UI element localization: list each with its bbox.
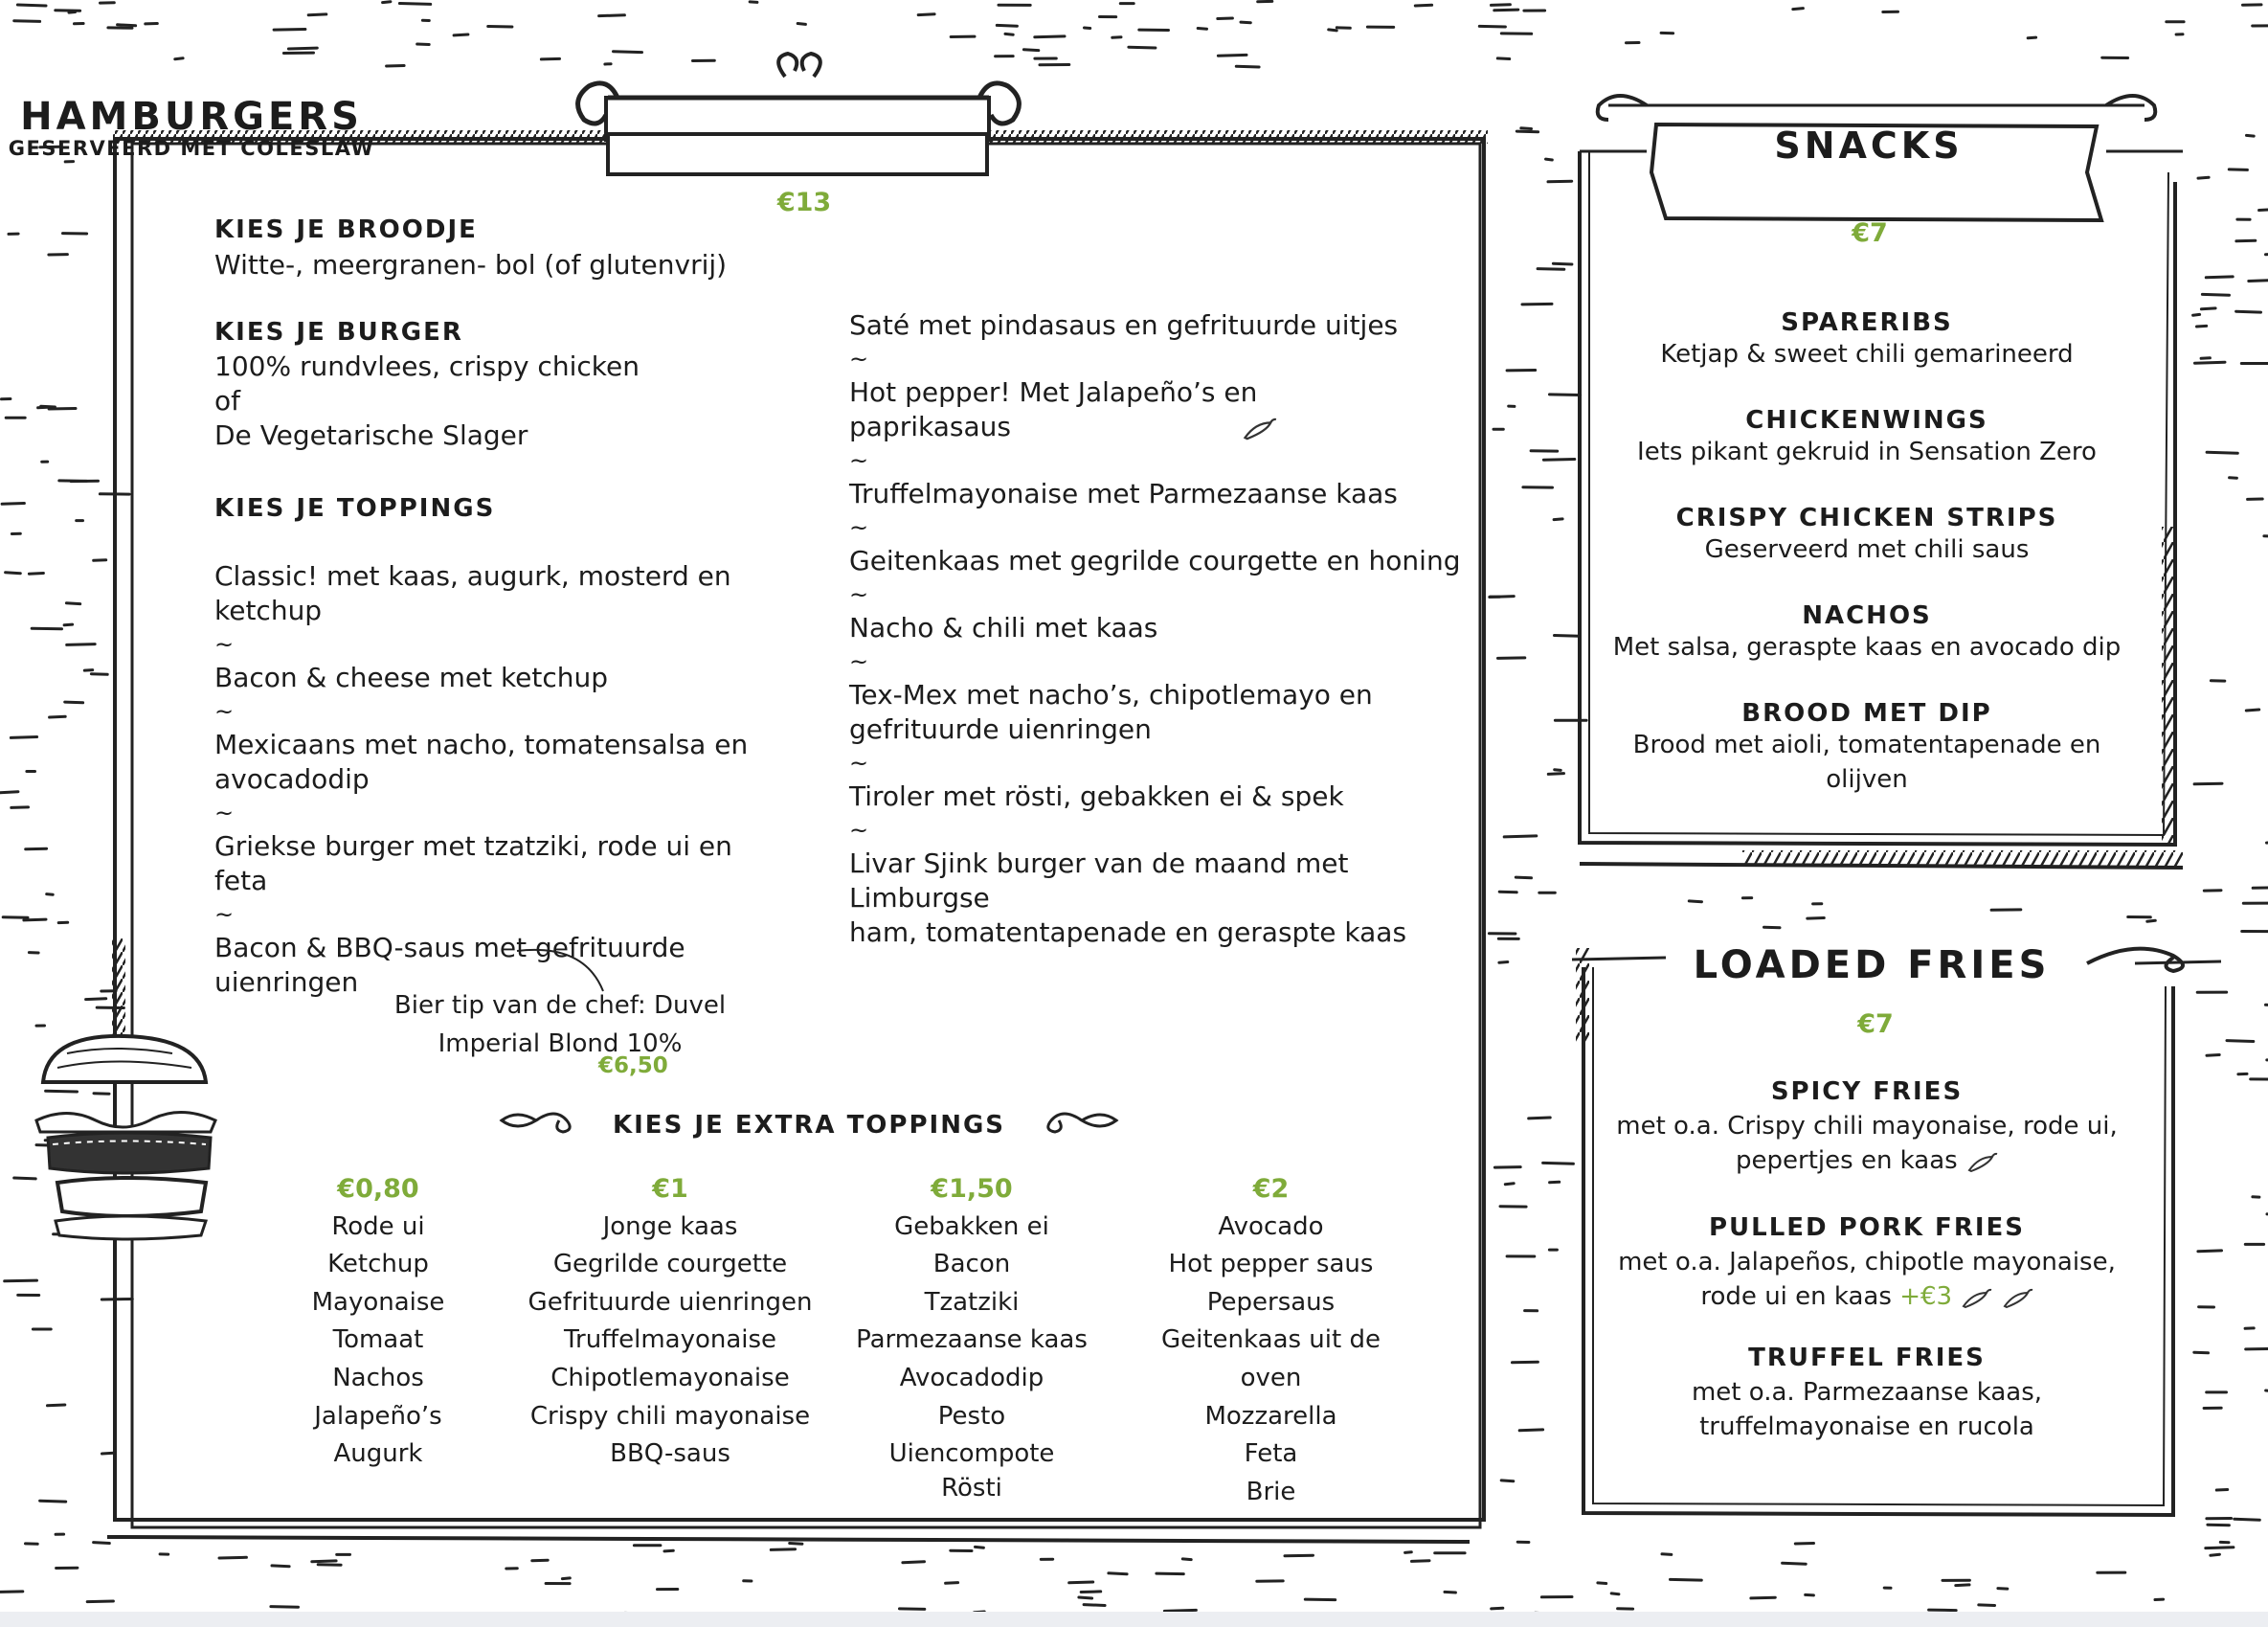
extra-item: Rösti xyxy=(941,1473,1002,1503)
snack-item xyxy=(1589,504,2144,601)
sketch-stroke xyxy=(1689,901,1701,902)
extra-item: Mozzarella xyxy=(1204,1401,1337,1431)
topping-item xyxy=(214,829,789,898)
topping-item xyxy=(214,728,789,797)
fries-name: TRUFFEL FRIES xyxy=(1748,1344,1986,1372)
topping-line: Livar Sjink burger van de maand met Limburgse xyxy=(849,847,1349,914)
tilde-separator: ~ xyxy=(214,631,235,658)
sketch-stroke xyxy=(271,1607,299,1608)
chili-pepper-icon xyxy=(1960,1287,1992,1308)
sketch-stroke xyxy=(900,1609,925,1610)
tilde-separator: ~ xyxy=(849,514,869,541)
right-ornament-icon xyxy=(1034,1103,1120,1141)
sketch-stroke xyxy=(1445,1592,1455,1593)
sketch-stroke xyxy=(2246,710,2258,711)
sketch-stroke xyxy=(2147,920,2156,921)
sketch-stroke xyxy=(1081,1592,1101,1593)
extra-item: Ketchup xyxy=(327,1250,429,1279)
burger-choices xyxy=(214,350,640,453)
topping-item xyxy=(849,847,1481,950)
snack-name: NACHOS xyxy=(1802,601,1932,630)
sketch-stroke xyxy=(1671,1579,1702,1580)
topping-item xyxy=(214,661,789,695)
fries-item xyxy=(1589,1341,2144,1444)
beer-tip-line: Bier tip van de chef: Duvel xyxy=(393,991,727,1020)
right-toppings-list xyxy=(849,308,1481,950)
hamburgers-price: €13 xyxy=(776,188,832,217)
topping-item xyxy=(849,678,1481,747)
topping-line: Bacon & BBQ-saus met gefrituurde xyxy=(214,932,685,963)
sketch-stroke xyxy=(946,1583,958,1584)
fries-desc-line: met o.a. Parmezaanse kaas, xyxy=(1691,1378,2043,1407)
extra-item: Brie xyxy=(1246,1477,1296,1506)
topping-line: gefrituurde uienringen xyxy=(849,713,1152,745)
tilde-separator: ~ xyxy=(849,648,869,675)
topping-line: ham, tomatentapenade en geraspte kaas xyxy=(849,916,1407,948)
topping-line: Saté met pindasaus en gefrituurde uitjes xyxy=(849,309,1399,341)
snack-desc: Geserveerd met chili saus xyxy=(1704,535,2030,564)
chili-pepper-icon xyxy=(2001,1287,2033,1308)
topping-item xyxy=(849,544,1481,578)
snack-name: SPARERIBS xyxy=(1781,308,1953,337)
tilde-separator: ~ xyxy=(214,901,235,928)
snacks-list xyxy=(1589,308,2144,797)
topping-line: ketchup xyxy=(214,595,323,626)
sketch-stroke xyxy=(0,1592,22,1593)
extra-item: Tzatziki xyxy=(924,1287,1020,1317)
extra-item: Parmezaanse kaas xyxy=(856,1325,1088,1355)
sketch-stroke xyxy=(1079,1597,1092,1598)
sketch-stroke xyxy=(2247,135,2255,136)
extra-item: BBQ-saus xyxy=(610,1439,730,1469)
snack-item xyxy=(1589,601,2144,699)
sketch-stroke xyxy=(1806,1594,1814,1595)
extra-item: Chipotlemayonaise xyxy=(550,1363,790,1392)
extra-item: Avocado xyxy=(1218,1211,1324,1241)
burger-heading: KIES JE BURGER xyxy=(214,318,463,347)
burger-choice: 100% rundvlees, crispy chicken xyxy=(214,350,640,382)
burger-choice: De Vegetarische Slager xyxy=(214,419,528,451)
snack-desc: Met salsa, geraspte kaas en avocado dip xyxy=(1612,633,2122,662)
fries-desc-line: pepertjes en kaas xyxy=(1589,1143,2144,1178)
extra-item: Augurk xyxy=(333,1439,423,1469)
topping-line: uienringen xyxy=(214,966,359,998)
extra-price-tag: +€3 xyxy=(1899,1282,1953,1311)
sketch-stroke xyxy=(1305,1599,1335,1600)
fries-item xyxy=(1589,1074,2144,1210)
extra-item: Rode ui xyxy=(331,1211,425,1241)
sketch-stroke xyxy=(1492,1608,1503,1609)
loaded-fries-title: LOADED FRIES xyxy=(1693,943,2051,987)
extra-item: Gebakken ei xyxy=(894,1211,1049,1241)
sketch-stroke xyxy=(1929,1610,1957,1611)
fries-name: PULLED PORK FRIES xyxy=(1708,1213,2026,1242)
topping-line: paprikasaus xyxy=(849,410,1481,444)
snack-name: CHICKENWINGS xyxy=(1745,406,1988,435)
topping-line: Truffelmayonaise met Parmezaanse kaas xyxy=(849,478,1398,509)
snack-item xyxy=(1589,308,2144,406)
sketch-stroke xyxy=(2259,210,2268,211)
extra-item: Uiencompote xyxy=(888,1439,1055,1469)
topping-item xyxy=(849,611,1481,645)
extra-col-3 xyxy=(1130,1170,1412,1511)
extra-toppings-heading: KIES JE EXTRA TOPPINGS xyxy=(612,1111,1006,1140)
extra-price: €1 xyxy=(652,1174,688,1204)
sketch-stroke xyxy=(1069,1582,1093,1583)
extra-col-2 xyxy=(842,1170,1101,1503)
snacks-title: SNACKS xyxy=(1774,124,1964,167)
beer-tip xyxy=(383,986,737,1063)
hamburgers-banner xyxy=(550,48,1048,182)
sketch-stroke xyxy=(1998,1589,2008,1590)
fries-desc-line: truffelmayonaise en rucola xyxy=(1699,1412,2034,1441)
topping-line: Tiroler met rösti, gebakken ei & spek xyxy=(849,780,1344,812)
snack-item xyxy=(1589,699,2144,797)
toppings-heading: KIES JE TOPPINGS xyxy=(214,494,496,523)
topping-line: Classic! met kaas, augurk, mosterd en xyxy=(214,560,731,592)
tilde-separator: ~ xyxy=(849,817,869,844)
extra-item: Hot pepper saus xyxy=(1168,1250,1374,1279)
fries-item xyxy=(1589,1210,2144,1341)
topping-item xyxy=(849,780,1481,814)
left-ornament-icon xyxy=(498,1103,584,1141)
burger-choice: of xyxy=(214,385,240,417)
extra-item: Jalapeño’s xyxy=(314,1401,442,1431)
topping-line: Tex-Mex met nacho’s, chipotlemayo en xyxy=(849,679,1373,711)
chili-pepper-icon xyxy=(1965,1151,1998,1172)
topping-item xyxy=(214,559,789,628)
sketch-stroke xyxy=(2211,1554,2220,1555)
topping-item xyxy=(849,375,1481,444)
topping-line: Griekse burger met tzatziki, rode ui en feta xyxy=(214,830,732,896)
topping-item xyxy=(849,308,1481,343)
snack-name: CRISPY CHICKEN STRIPS xyxy=(1675,504,2058,532)
snacks-price: €7 xyxy=(1852,218,1888,248)
beer-price: €6,50 xyxy=(598,1053,668,1078)
sketch-stroke xyxy=(1529,1118,1551,1119)
fries-name: SPICY FRIES xyxy=(1770,1077,1964,1106)
fries-desc-line: met o.a. Jalapeños, chipotle mayonaise, xyxy=(1618,1248,2116,1277)
tilde-separator: ~ xyxy=(849,750,869,777)
extra-price: €2 xyxy=(1252,1174,1290,1204)
extra-col-1 xyxy=(522,1170,819,1474)
sketch-stroke xyxy=(1598,1583,1606,1584)
extra-item: Jonge kaas xyxy=(602,1211,738,1241)
burger-illustration xyxy=(29,1025,230,1254)
snack-desc: Ketjap & sweet chili gemarineerd xyxy=(1660,340,2074,369)
topping-line: Nacho & chili met kaas xyxy=(849,612,1158,644)
sketch-stroke xyxy=(2028,37,2035,38)
extra-item: Gegrilde courgette xyxy=(552,1250,788,1279)
extra-price: €0,80 xyxy=(337,1174,419,1204)
sketch-stroke xyxy=(1550,1182,1560,1183)
sketch-stroke xyxy=(87,1601,113,1602)
extra-item: Gefrituurde uienringen xyxy=(528,1287,813,1317)
sketch-stroke xyxy=(1793,9,1804,10)
sketch-stroke xyxy=(1751,1597,1775,1598)
extra-price: €1,50 xyxy=(931,1174,1013,1204)
left-toppings-list xyxy=(214,559,789,1000)
snack-desc: Iets pikant gekruid in Sensation Zero xyxy=(1637,438,2097,466)
sketch-stroke xyxy=(1979,1605,1995,1606)
extra-item: Crispy chili mayonaise xyxy=(529,1401,811,1431)
tilde-separator: ~ xyxy=(214,800,235,826)
sketch-stroke xyxy=(2249,281,2268,282)
sketch-stroke xyxy=(1783,1563,1807,1564)
hamburgers-subtitle: GESERVEERD MET COLESLAW xyxy=(8,137,375,160)
snack-name: BROOD MET DIP xyxy=(1741,699,1992,728)
sketch-stroke xyxy=(1084,1605,1105,1606)
topping-line: avocadodip xyxy=(214,763,370,795)
sketch-stroke xyxy=(1956,1585,1969,1586)
bottom-strip xyxy=(0,1612,2268,1627)
extra-col-0 xyxy=(278,1170,479,1474)
topping-line: Bacon & cheese met ketchup xyxy=(214,662,609,693)
extra-item: Mayonaise xyxy=(311,1287,445,1317)
fries-desc-line: rode ui en kaas +€3 xyxy=(1589,1279,2144,1314)
tilde-separator: ~ xyxy=(214,698,235,725)
topping-item xyxy=(849,477,1481,511)
sketch-stroke xyxy=(2253,888,2268,889)
extra-item: Truffelmayonaise xyxy=(563,1325,777,1355)
loaded-fries-price: €7 xyxy=(1857,1009,1894,1039)
snack-desc: Brood met aioli, tomatentapenade en olijven xyxy=(1632,731,2101,794)
topping-line: Geitenkaas met gegrilde courgette en honing xyxy=(849,545,1461,576)
hamburgers-title: HAMBURGERS xyxy=(20,95,363,139)
tilde-separator: ~ xyxy=(849,346,869,373)
tilde-separator: ~ xyxy=(849,581,869,608)
extra-item: Geitenkaas uit de oven xyxy=(1161,1325,1381,1392)
extra-item: Tomaat xyxy=(332,1325,424,1355)
beer-tip-line: Imperial Blond 10% xyxy=(438,1029,683,1058)
snack-item xyxy=(1589,406,2144,504)
sketch-stroke xyxy=(1611,1593,1619,1594)
sketch-stroke xyxy=(1808,918,1825,919)
loaded-fries-list xyxy=(1589,1074,2144,1444)
sketch-stroke xyxy=(1662,1554,1672,1555)
extra-item: Nachos xyxy=(332,1363,424,1392)
fries-desc-line: met o.a. Crispy chili mayonaise, rode ui, xyxy=(1616,1112,2118,1141)
extra-item: Pepersaus xyxy=(1206,1287,1336,1317)
extra-item: Avocadodip xyxy=(899,1363,1044,1392)
chili-pepper-icon xyxy=(1241,416,1277,441)
topping-line: Mexicaans met nacho, tomatensalsa en xyxy=(214,729,749,760)
sketch-stroke xyxy=(1795,1544,1813,1545)
extra-item: Feta xyxy=(1244,1439,1298,1469)
tilde-separator: ~ xyxy=(849,447,869,474)
extra-item: Bacon xyxy=(932,1250,1011,1279)
broodje-text: Witte-, meergranen- bol (of glutenvrij) xyxy=(214,249,728,281)
topping-line: Hot pepper! Met Jalapeño’s en xyxy=(849,376,1258,408)
extra-item: Pesto xyxy=(937,1401,1006,1431)
broodje-heading: KIES JE BROODJE xyxy=(214,215,478,244)
